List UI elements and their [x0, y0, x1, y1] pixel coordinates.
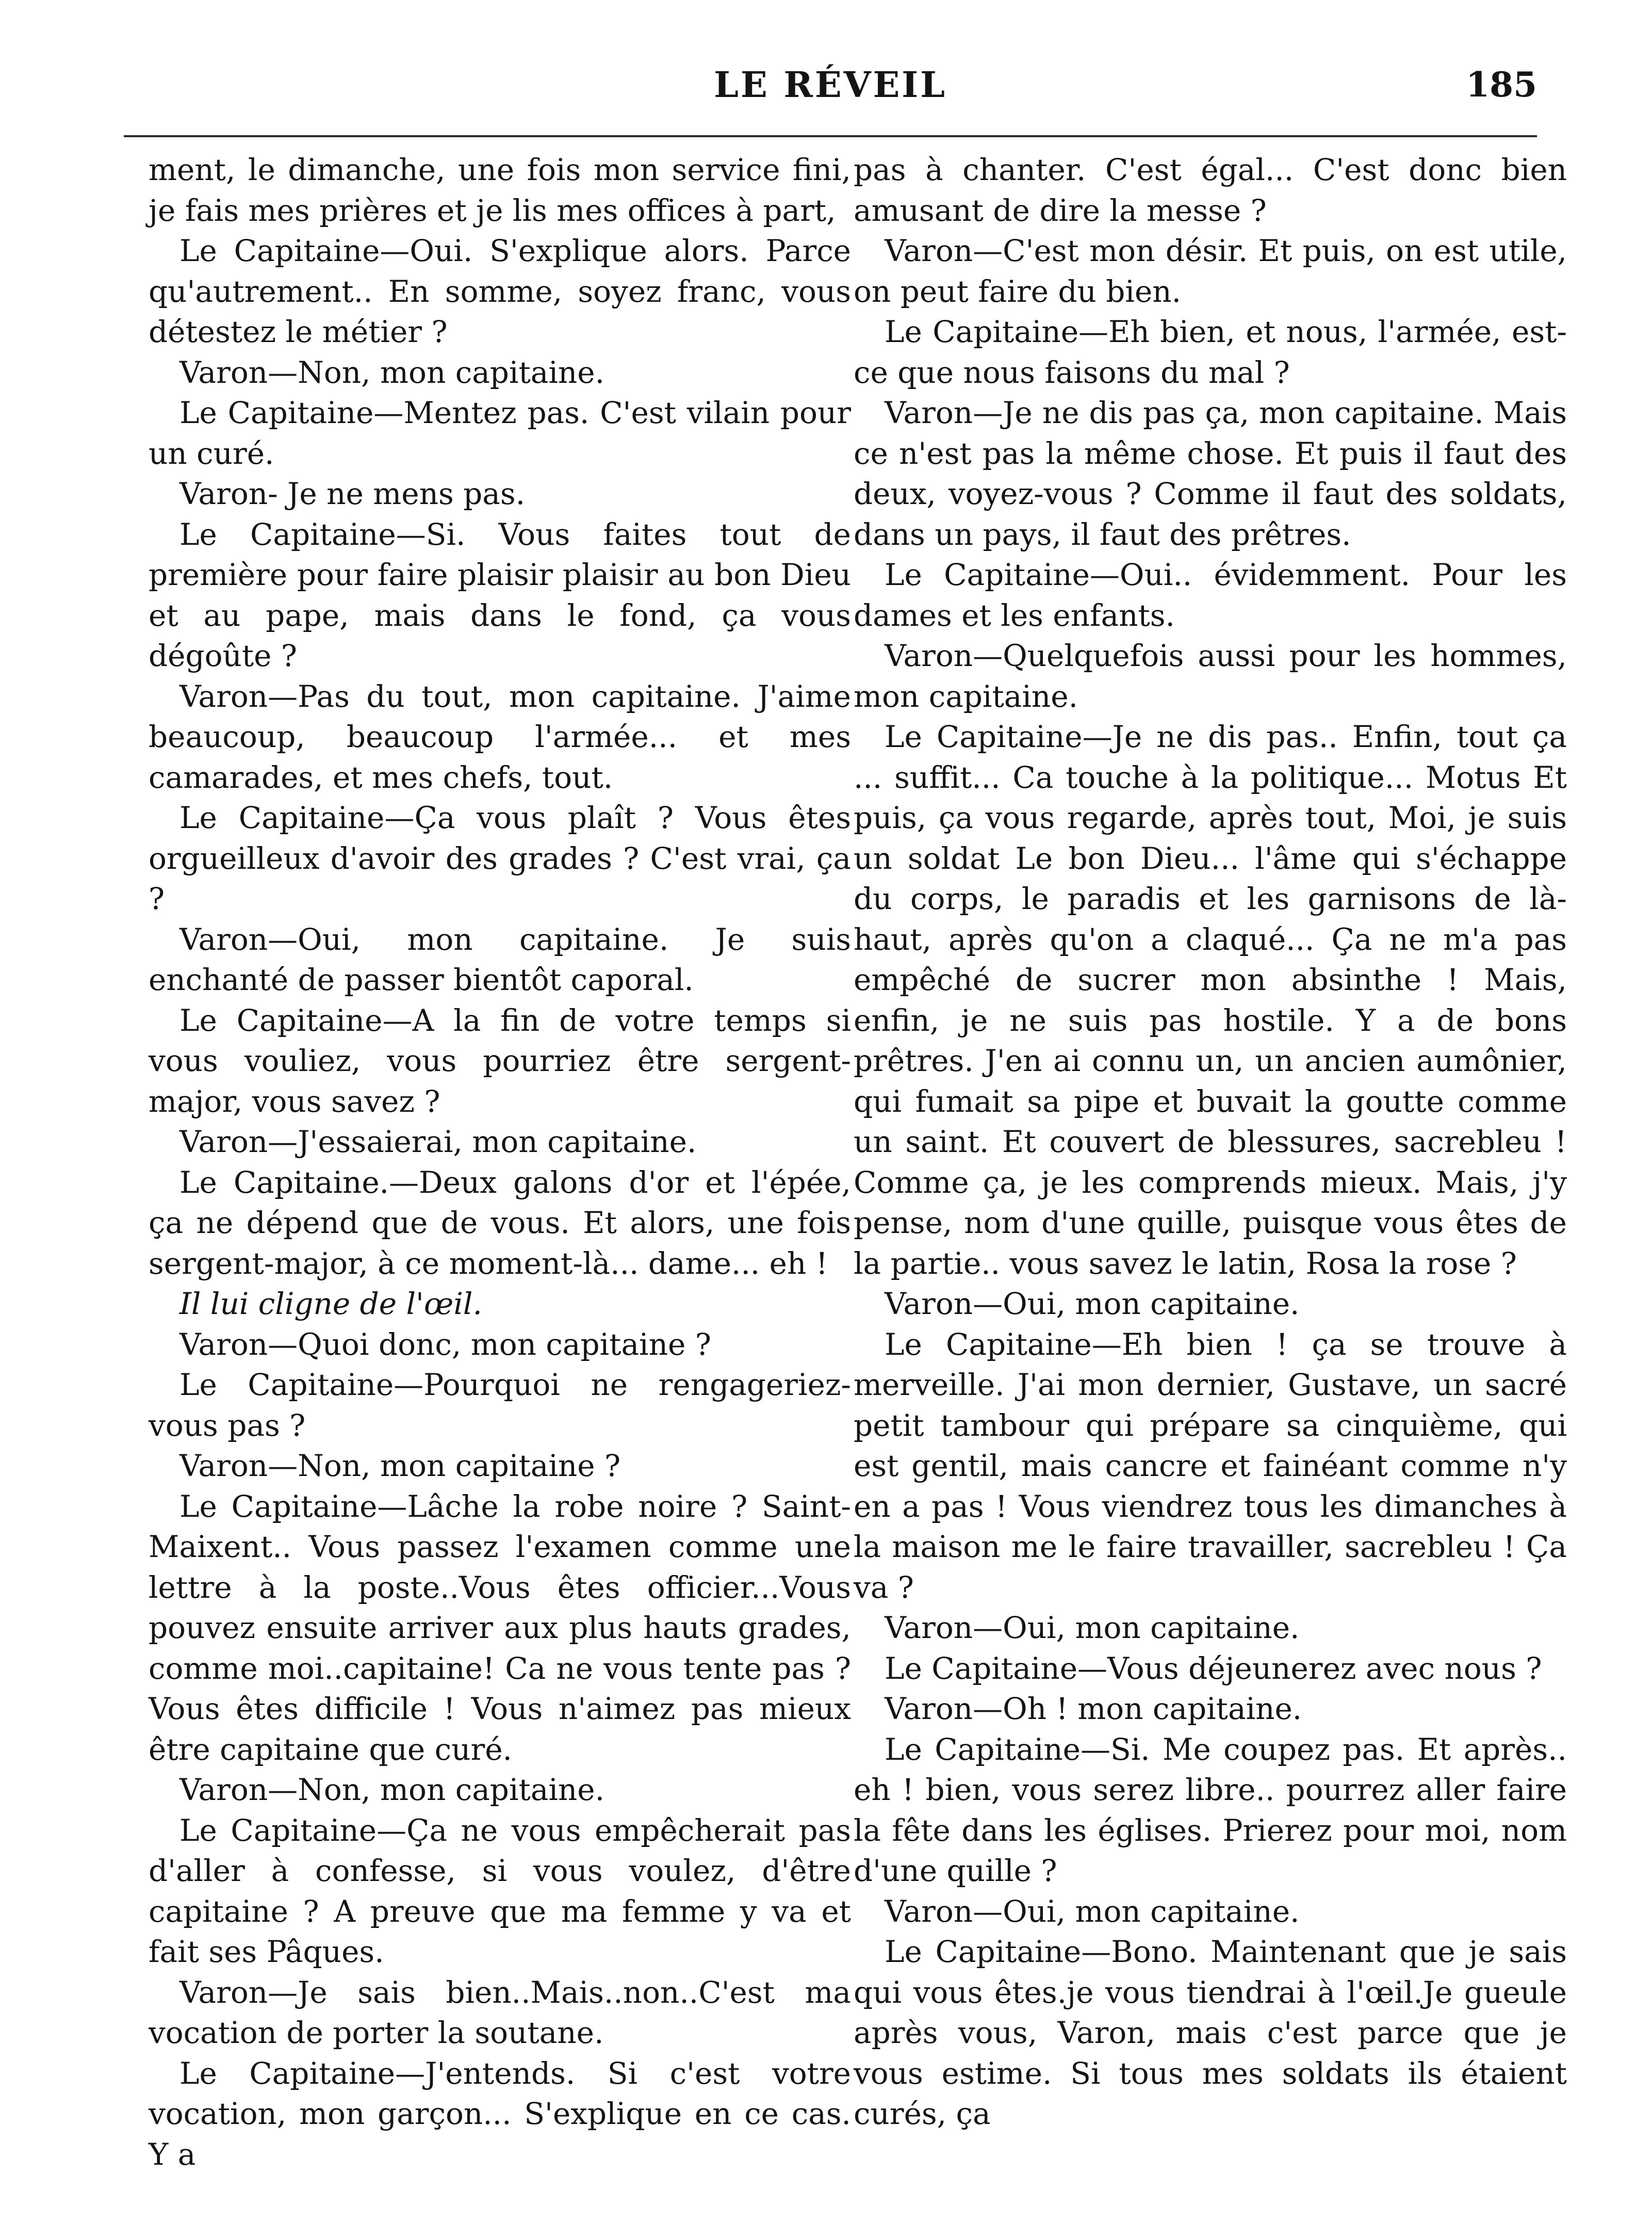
paragraph: Le Capitaine—Oui. S'explique alors. Parce qu'autrement.. En somme, soyez franc, vous détestez le métier ?	[149, 233, 851, 349]
paragraph: Varon—Quoi donc, mon capitaine ?	[179, 1326, 711, 1362]
paragraph: pas à chanter. C'est égal... C'est donc bien amusant de dire la messe ?	[854, 152, 1567, 228]
paragraph: Varon—Pas du tout, mon capitaine. J'aime beaucoup, beaucoup l'armée... et mes camarades, et mes chefs, tout.	[149, 678, 851, 795]
paragraph: Varon—Oui, mon capitaine.	[885, 1286, 1300, 1321]
header-rule	[124, 135, 1537, 137]
paragraph: Le Capitaine—Ça ne vous empêcherait pas d'aller à confesse, si vous voulez, d'être capitaine ? A preuve que ma femme y va et fait ses Pâques.	[149, 1812, 851, 1969]
paragraph: Varon—Je sais bien..Mais..non..C'est ma vocation de porter la soutane.	[149, 1974, 851, 2050]
paragraph: Varon—Quelquefois aussi pour les hommes, mon capitaine.	[854, 638, 1567, 714]
page-header	[124, 64, 1537, 126]
paragraph: Le Capitaine—Si. Me coupez pas. Et après.. eh ! bien, vous serez libre.. pourrez aller faire la fête dans les églises. Prierez pour moi, nom d'une quille ?	[854, 1731, 1567, 1888]
paragraph: Le Capitaine—J'entends. Si c'est votre vocation, mon garçon... S'explique en ce cas. Y a	[149, 2055, 851, 2172]
paragraph: Le Capitaine—Je ne dis pas.. Enfin, tout ça ... suffit... Ca touche à la politique... Motus Et puis, ça vous regarde, après tout, Moi, je suis un soldat Le bon Dieu... l'âme qui s'échappe du corps, le paradis et les garnisons de là-haut, après qu'on a claqué... Ça ne m'a pas empêché de sucrer mon absinthe ! Mais, enfin, je ne suis pas hostile. Y a de bons prêtres. J'en ai connu un, un ancien aumônier, qui fumait sa pipe et buvait la goutte comme un saint. Et couvert de blessures, sacrebleu ! Comme ça, je les comprends mieux. Mais, j'y pense, nom d'une quille, puisque vous êtes de la partie.. vous savez le latin, Rosa la rose ?	[854, 719, 1567, 1281]
paragraph: Le Capitaine.—Deux galons d'or et l'épée, ça ne dépend que de vous. Et alors, une fois sergent-major, à ce moment-là... dame... eh !	[149, 1164, 851, 1281]
paragraph: Le Capitaine—Pourquoi ne rengageriez-vous pas ?	[149, 1367, 851, 1443]
paragraph: Varon—Oh ! mon capitaine.	[885, 1691, 1302, 1726]
paragraph: Varon—Non, mon capitaine.	[179, 354, 605, 390]
paragraph: Le Capitaine—Bono. Maintenant que je sais qui vous êtes.je vous tiendrai à l'œil.Je gueule après vous, Varon, mais c'est parce que je vous estime. Si tous mes soldats ils étaient curés, ça	[854, 1934, 1567, 2131]
right-column	[854, 150, 1567, 2134]
paragraph: Varon—J'essaierai, mon capitaine.	[179, 1124, 697, 1159]
running-title: LE RÉVEIL	[714, 64, 947, 106]
paragraph: Le Capitaine—Lâche la robe noire ? Saint-Maixent.. Vous passez l'examen comme une lettre à la poste..Vous êtes officier...Vous pouvez ensuite arriver aux plus hauts grades, comme moi..capitaine! Ca ne vous tente pas ? Vous êtes difficile ! Vous n'aimez pas mieux être capitaine que curé.	[149, 1488, 851, 1767]
paragraph: Varon- Je ne mens pas.	[179, 476, 526, 511]
paragraph: Le Capitaine—A la fin de votre temps si vous vouliez, vous pourriez être sergent-major, vous savez ?	[149, 1002, 851, 1119]
paragraph: Varon—Je ne dis pas ça, mon capitaine. Mais ce n'est pas la même chose. Et puis il faut des deux, voyez-vous ? Comme il faut des soldats, dans un pays, il faut des prêtres.	[854, 395, 1567, 552]
paragraph: Varon—Non, mon capitaine.	[179, 1772, 605, 1807]
paragraph: Le Capitaine—Eh bien ! ça se trouve à merveille. J'ai mon dernier, Gustave, un sacré petit tambour qui prépare sa cinquième, qui est gentil, mais cancre et fainéant comme n'y en a pas ! Vous viendrez tous les dimanches à la maison me le faire travailler, sacrebleu ! Ça va ?	[854, 1326, 1567, 1605]
paragraph: Varon—C'est mon désir. Et puis, on est utile, on peut faire du bien.	[854, 233, 1567, 309]
paragraph: Varon—Non, mon capitaine ?	[179, 1448, 621, 1483]
stage-direction: Il lui cligne de l'œil.	[179, 1286, 482, 1321]
paragraph: Le Capitaine—Vous déjeunerez avec nous ?	[885, 1650, 1542, 1686]
paragraph: Le Capitaine—Mentez pas. C'est vilain pour un curé.	[149, 395, 851, 471]
page-number: 185	[1466, 64, 1537, 105]
paragraph: Le Capitaine—Si. Vous faites tout de première pour faire plaisir plaisir au bon Dieu et au pape, mais dans le fond, ça vous dégoûte ?	[149, 516, 851, 673]
paragraph: Le Capitaine—Oui.. évidemment. Pour les dames et les enfants.	[854, 557, 1567, 633]
left-column	[149, 150, 851, 2175]
paragraph: Le Capitaine—Ça vous plaît ? Vous êtes orgueilleux d'avoir des grades ? C'est vrai, ça ?	[149, 800, 851, 916]
paragraph: Varon—Oui, mon capitaine. Je suis enchanté de passer bientôt caporal.	[149, 921, 851, 997]
paragraph: Varon—Oui, mon capitaine.	[885, 1893, 1300, 1929]
paragraph: ment, le dimanche, une fois mon service fini, je fais mes prières et je lis mes offices à part,	[149, 152, 851, 228]
paragraph: Le Capitaine—Eh bien, et nous, l'armée, est-ce que nous faisons du mal ?	[854, 314, 1567, 390]
paragraph: Varon—Oui, mon capitaine.	[885, 1610, 1300, 1645]
